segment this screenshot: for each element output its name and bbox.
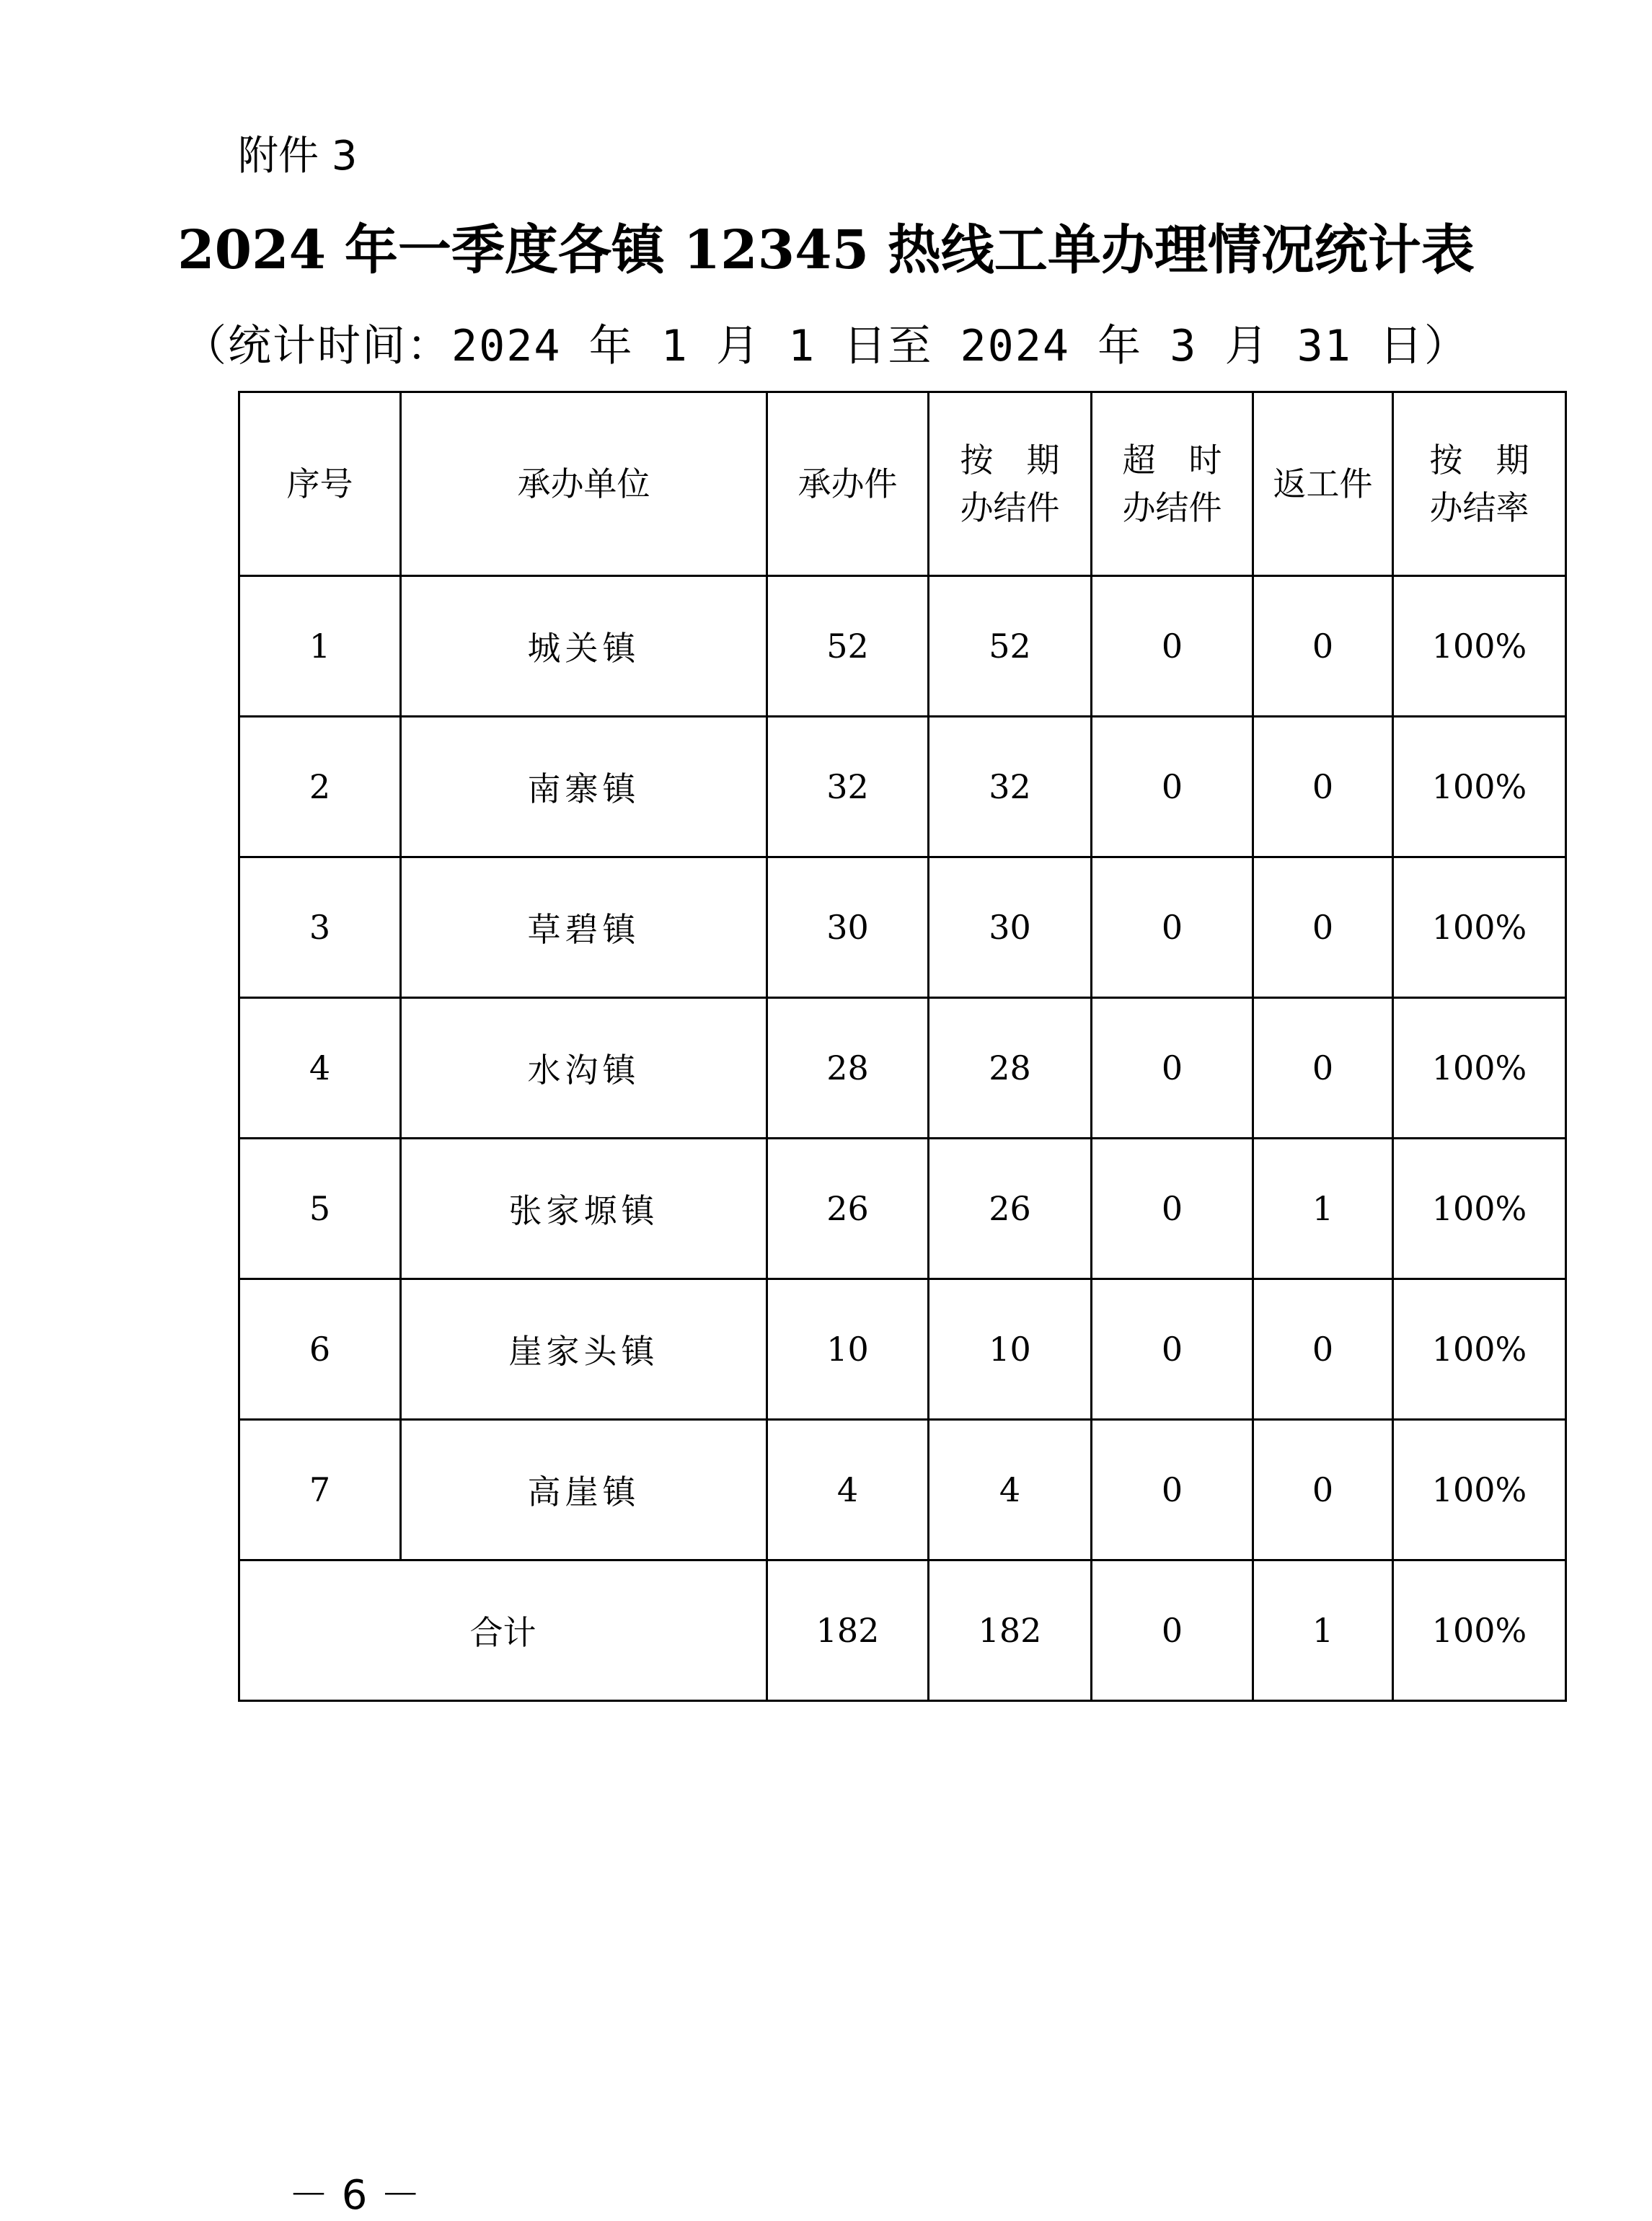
header-unit: 承办单位 — [401, 392, 767, 576]
header-ontime: 按 期 办结件 — [929, 392, 1092, 576]
cell-undertaken: 26 — [767, 1139, 929, 1279]
header-seq: 序号 — [239, 392, 401, 576]
cell-seq: 5 — [239, 1139, 401, 1279]
cell-returned: 0 — [1253, 857, 1393, 998]
cell-rate: 100% — [1393, 717, 1566, 857]
statistics-table — [238, 391, 1567, 1702]
total-undertaken: 182 — [767, 1560, 929, 1701]
cell-seq: 7 — [239, 1420, 401, 1560]
page-number: － 6 － — [288, 2172, 421, 2219]
table-header-row — [239, 392, 1566, 576]
table-row — [239, 717, 1566, 857]
cell-overdue: 0 — [1092, 857, 1253, 998]
cell-rate: 100% — [1393, 998, 1566, 1139]
header-overdue: 超 时 办结件 — [1092, 392, 1253, 576]
cell-ontime: 26 — [929, 1139, 1092, 1279]
table-row — [239, 998, 1566, 1139]
header-returned: 返工件 — [1253, 392, 1393, 576]
cell-seq: 2 — [239, 717, 401, 857]
cell-undertaken: 10 — [767, 1279, 929, 1420]
cell-ontime: 4 — [929, 1420, 1092, 1560]
cell-undertaken: 28 — [767, 998, 929, 1139]
cell-unit: 张家塬镇 — [401, 1139, 767, 1279]
cell-overdue: 0 — [1092, 1139, 1253, 1279]
cell-overdue: 0 — [1092, 1279, 1253, 1420]
cell-overdue: 0 — [1092, 576, 1253, 717]
cell-seq: 4 — [239, 998, 401, 1139]
cell-returned: 0 — [1253, 1420, 1393, 1560]
table-row — [239, 1279, 1566, 1420]
cell-unit: 水沟镇 — [401, 998, 767, 1139]
cell-undertaken: 30 — [767, 857, 929, 998]
cell-undertaken: 4 — [767, 1420, 929, 1560]
table-row — [239, 857, 1566, 998]
cell-returned: 1 — [1253, 1139, 1393, 1279]
cell-rate: 100% — [1393, 1279, 1566, 1420]
cell-unit: 城关镇 — [401, 576, 767, 717]
cell-rate: 100% — [1393, 576, 1566, 717]
total-row — [239, 1560, 1566, 1701]
cell-ontime: 32 — [929, 717, 1092, 857]
page-title: 2024 年一季度各镇 12345 热线工单办理情况统计表 — [177, 219, 1475, 281]
cell-returned: 0 — [1253, 717, 1393, 857]
cell-unit: 崖家头镇 — [401, 1279, 767, 1420]
cell-ontime: 30 — [929, 857, 1092, 998]
cell-unit: 南寨镇 — [401, 717, 767, 857]
total-label: 合计 — [239, 1560, 767, 1701]
cell-seq: 1 — [239, 576, 401, 717]
total-rate: 100% — [1393, 1560, 1566, 1701]
cell-seq: 6 — [239, 1279, 401, 1420]
cell-overdue: 0 — [1092, 717, 1253, 857]
cell-unit: 草碧镇 — [401, 857, 767, 998]
cell-returned: 0 — [1253, 576, 1393, 717]
cell-overdue: 0 — [1092, 1420, 1253, 1560]
total-returned: 1 — [1253, 1560, 1393, 1701]
cell-overdue: 0 — [1092, 998, 1253, 1139]
cell-ontime: 10 — [929, 1279, 1092, 1420]
cell-rate: 100% — [1393, 1420, 1566, 1560]
cell-ontime: 52 — [929, 576, 1092, 717]
total-ontime: 182 — [929, 1560, 1092, 1701]
cell-unit: 高崖镇 — [401, 1420, 767, 1560]
statistics-period: （统计时间：2024 年 1 月 1 日至 2024 年 3 月 31 日） — [183, 321, 1469, 371]
table-row — [239, 1420, 1566, 1560]
cell-rate: 100% — [1393, 857, 1566, 998]
cell-returned: 0 — [1253, 998, 1393, 1139]
attachment-label: 附件 3 — [238, 133, 358, 180]
cell-returned: 0 — [1253, 1279, 1393, 1420]
cell-seq: 3 — [239, 857, 401, 998]
cell-undertaken: 52 — [767, 576, 929, 717]
cell-rate: 100% — [1393, 1139, 1566, 1279]
table-row — [239, 576, 1566, 717]
header-rate: 按 期 办结率 — [1393, 392, 1566, 576]
cell-ontime: 28 — [929, 998, 1092, 1139]
total-overdue: 0 — [1092, 1560, 1253, 1701]
cell-undertaken: 32 — [767, 717, 929, 857]
table-row — [239, 1139, 1566, 1279]
header-undertaken: 承办件 — [767, 392, 929, 576]
